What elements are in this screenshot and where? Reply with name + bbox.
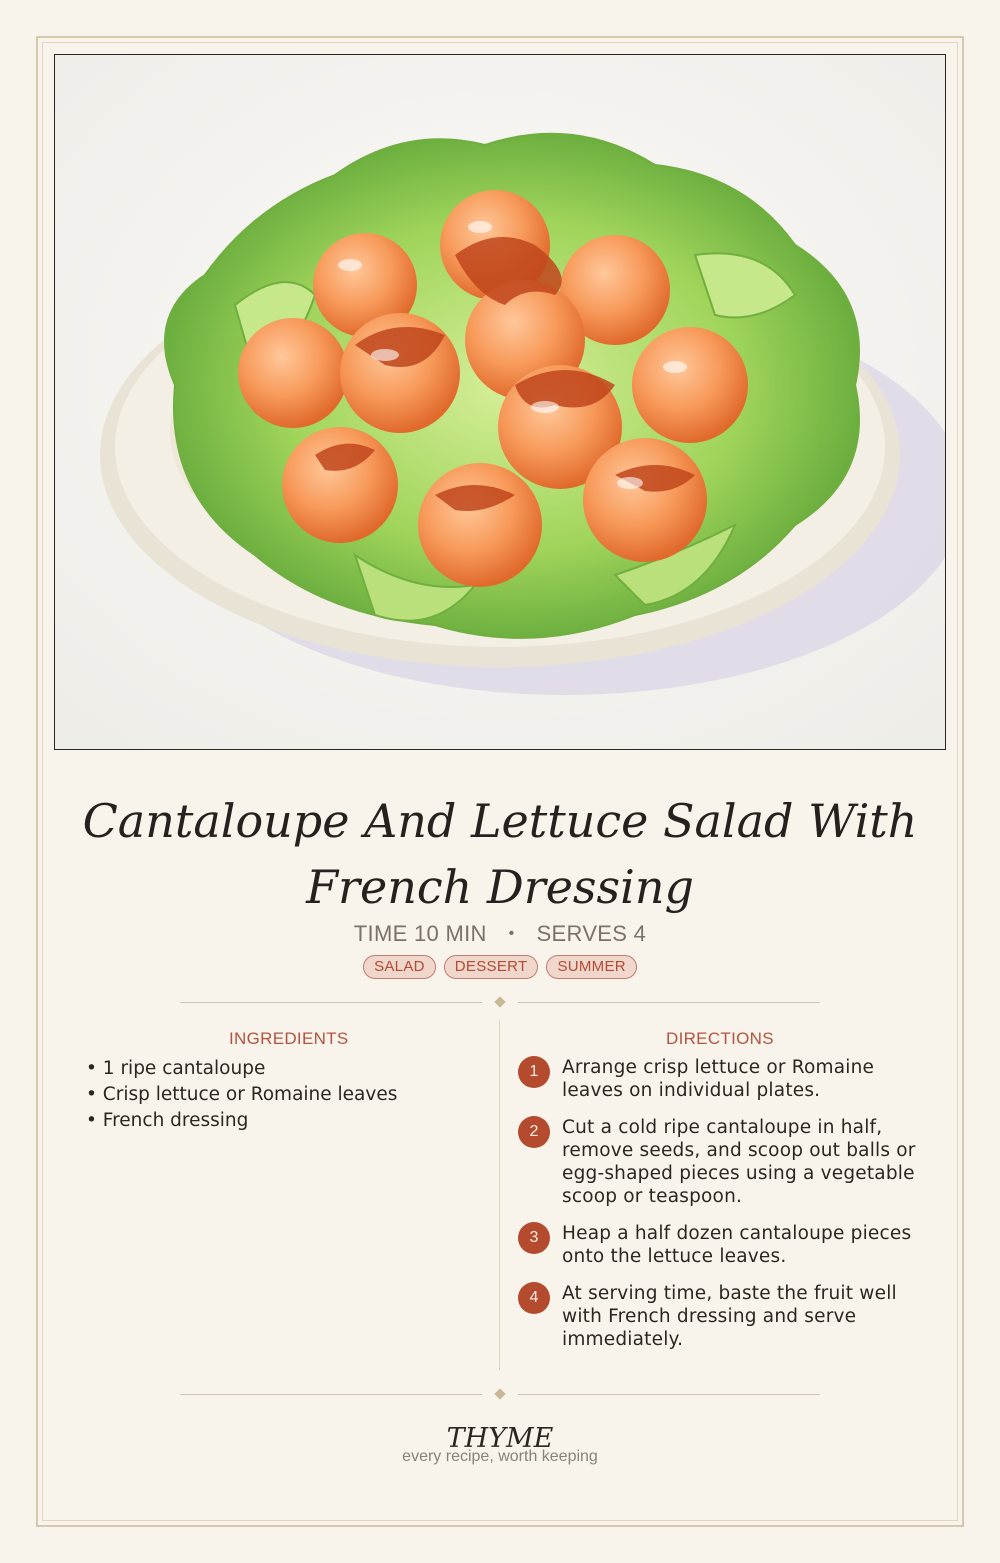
brand-tagline: every recipe, worth keeping: [402, 1448, 598, 1465]
recipe-meta: [0, 921, 1000, 947]
ingredient-item: • French dressing: [86, 1110, 249, 1131]
directions-heading: DIRECTIONS: [666, 1029, 774, 1048]
time-label: TIME 10 MIN: [353, 921, 487, 946]
ingredient-item: • Crisp lettuce or Romaine leaves: [86, 1084, 398, 1105]
ingredients-list: [86, 1056, 397, 1134]
direction-step: [518, 1116, 918, 1208]
tag-dessert[interactable]: DESSERT: [444, 955, 539, 979]
step-number-badge: 4: [518, 1282, 550, 1314]
direction-step: [518, 1222, 918, 1268]
step-text: Arrange crisp lettuce or Romaine leaves on individual plates.: [562, 1057, 875, 1101]
step-number-badge: 1: [518, 1056, 550, 1088]
step-text: Heap a half dozen cantaloupe pieces onto the lettuce leaves.: [562, 1223, 912, 1267]
column-separator: [499, 1020, 500, 1370]
salad-illustration: [55, 55, 946, 750]
directions-list: [518, 1056, 918, 1365]
bottom-divider: [180, 1389, 820, 1401]
brand-logo-text: THYME: [446, 1423, 554, 1454]
meta-separator: •: [508, 925, 515, 942]
tag-summer[interactable]: SUMMER: [546, 955, 636, 979]
recipe-photo: [54, 54, 946, 750]
tag-salad[interactable]: SALAD: [363, 955, 436, 979]
ingredients-heading: INGREDIENTS: [229, 1029, 349, 1048]
step-text: At serving time, baste the fruit well with French dressing and serve immediately.: [562, 1283, 897, 1350]
ingredient-item: • 1 ripe cantaloupe: [86, 1058, 266, 1079]
divider-diamond-icon: [494, 996, 505, 1007]
tag-list: [0, 955, 1000, 979]
direction-step: [518, 1282, 918, 1351]
step-number-badge: 3: [518, 1222, 550, 1254]
top-divider: [180, 997, 820, 1009]
divider-diamond-icon: [494, 1388, 505, 1399]
recipe-title: Cantaloupe And Lettuce Salad With French Dressing: [82, 794, 918, 914]
serves-label: SERVES 4: [536, 921, 647, 946]
direction-step: [518, 1056, 918, 1102]
step-text: Cut a cold ripe cantaloupe in half, remove seeds, and scoop out balls or egg-shaped pieces using a vegetable scoop or teaspoon.: [562, 1117, 916, 1207]
step-number-badge: 2: [518, 1116, 550, 1148]
